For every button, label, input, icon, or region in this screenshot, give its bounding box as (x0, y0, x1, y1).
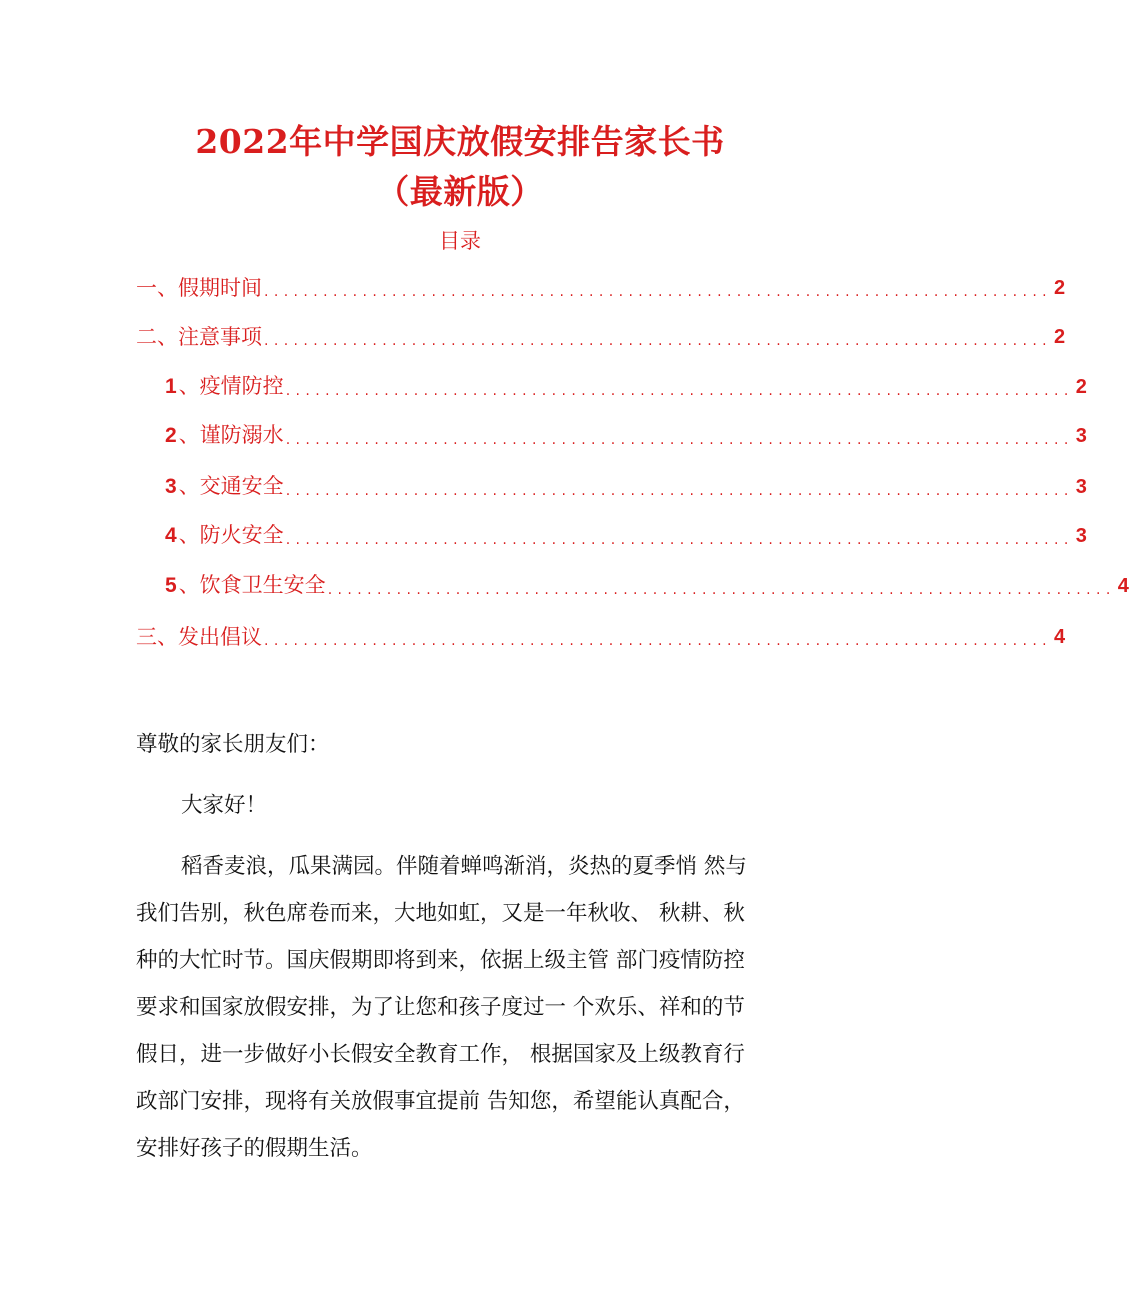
toc-leader-dots: ................................................................................ (285, 532, 1074, 548)
toc-page-number: 4 (1117, 575, 1129, 597)
toc-item-label (165, 420, 284, 451)
toc-item[interactable] (165, 472, 1087, 502)
toc-leader-dots: ................................................................................ (285, 383, 1074, 399)
document-subtitle: （最新版） (376, 172, 544, 211)
letter-greeting: 大家好！ (181, 793, 268, 818)
paragraph-line: 我们告别，秋色席卷而来，大地如虹，又是一年秋收、 秋耕、秋 (136, 901, 745, 926)
toc-leader-dots: ................................................................................ (264, 633, 1053, 649)
paragraph-line: 政部门安排，现将有关放假事宜提前 告知您，希望能认真配合， (136, 1089, 745, 1114)
toc-item-text: 、饮食卫生安全 (178, 573, 326, 597)
toc-item[interactable] (165, 421, 1087, 451)
paragraph-line: 安排好孩子的假期生活。 (136, 1136, 373, 1161)
toc-item[interactable] (136, 322, 1066, 352)
letter-salutation: 尊敬的家长朋友们： (136, 732, 330, 757)
toc-page-number: 3 (1075, 425, 1087, 447)
toc-leader-dots: ................................................................................ (285, 483, 1074, 499)
toc-item-number: 5 (165, 574, 177, 597)
toc-item[interactable] (165, 571, 1129, 601)
toc-leader-dots: ................................................................................ (264, 333, 1053, 349)
paragraph-line: 种的大忙时节。国庆假期即将到来，依据上级主管 部门疫情防控 (136, 948, 745, 973)
toc-item-label (165, 471, 284, 502)
toc-item[interactable] (136, 273, 1066, 303)
toc-page-number: 3 (1075, 476, 1087, 498)
toc-item-label: 一、假期时间 (136, 276, 262, 300)
document-title: 2022年中学国庆放假安排告家长书 (195, 122, 725, 161)
toc-item[interactable] (165, 521, 1087, 551)
toc-item-text: 、防火安全 (178, 523, 284, 547)
toc-item-text: 、交通安全 (178, 474, 284, 498)
toc-item-number: 1 (165, 375, 177, 398)
toc-item-number: 4 (165, 524, 177, 547)
toc-item-label: 二、注意事项 (136, 325, 262, 349)
paragraph-line: 要求和国家放假安排，为了让您和孩子度过一 个欢乐、祥和的节 (136, 995, 745, 1020)
toc-item-number: 3 (165, 475, 177, 498)
toc-item-label (165, 570, 326, 601)
toc-page-number: 3 (1075, 525, 1087, 547)
toc-item-label (165, 371, 284, 402)
paragraph-line: 稻香麦浪，瓜果满园。伴随着蝉鸣渐消，炎热的夏季悄 然与 (181, 854, 747, 879)
toc-item-text: 、疫情防控 (178, 374, 284, 398)
toc-item[interactable] (136, 622, 1066, 652)
toc-item[interactable] (165, 372, 1087, 402)
toc-item-label: 三、发出倡议 (136, 625, 262, 649)
toc-page-number: 2 (1054, 326, 1066, 348)
toc-page-number: 4 (1054, 626, 1066, 648)
toc-page-number: 2 (1075, 376, 1087, 398)
toc-leader-dots: ................................................................................ (264, 284, 1053, 300)
toc-leader-dots: ................................................................................ (327, 582, 1116, 598)
toc-leader-dots: ................................................................................ (285, 432, 1074, 448)
toc-item-text: 、谨防溺水 (178, 423, 284, 447)
toc-page-number: 2 (1054, 277, 1066, 299)
toc-heading: 目录 (439, 229, 481, 253)
paragraph-line: 假日，进一步做好小长假安全教育工作， 根据国家及上级教育行 (136, 1042, 745, 1067)
toc-item-label (165, 520, 284, 551)
toc-item-number: 2 (165, 424, 177, 447)
